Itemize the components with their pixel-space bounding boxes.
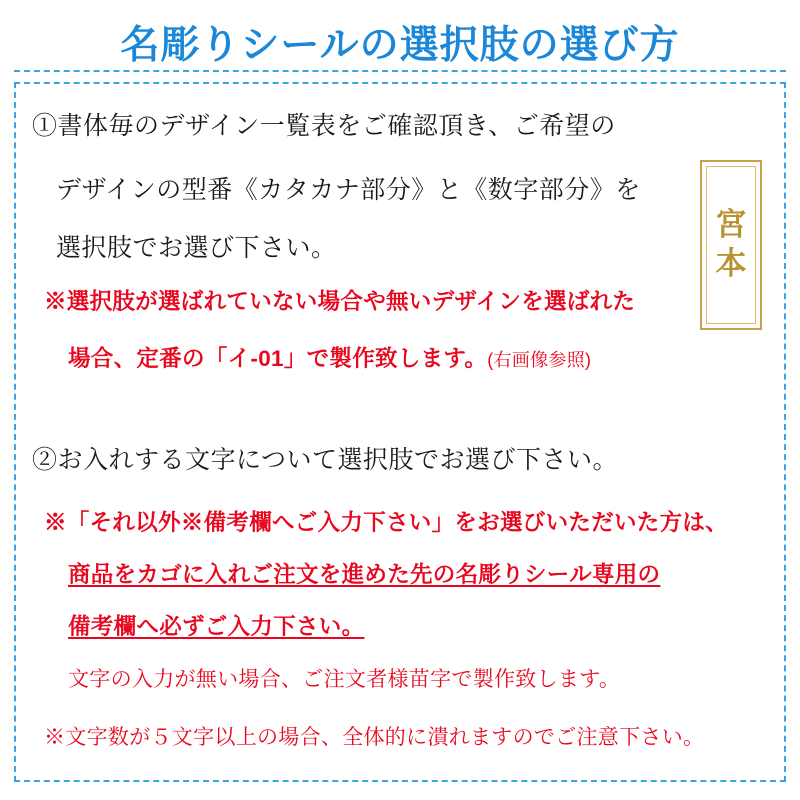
sample-stamp-inner xyxy=(706,166,756,324)
section2-note2: 商品をカゴに入れご注文を進めた先の名彫りシール専用の xyxy=(68,562,661,587)
section2-note1: ※「それ以外※備考欄へご入力下さい」をお選びいただいた方は、 xyxy=(44,510,729,535)
section2-line1: ②お入れする文字について選択肢でお選び下さい。 xyxy=(32,446,619,474)
section1-note2: 場合、定番の「イ-01」で製作致します。 xyxy=(68,346,488,371)
sample-stamp-char-1: 宮 xyxy=(715,207,747,244)
section1-note2-suffix: (右画像参照) xyxy=(487,350,592,370)
section2-note4: 文字の入力が無い場合、ご注文者様苗字で製作致します。 xyxy=(68,668,621,691)
title-divider xyxy=(14,70,786,72)
section2-note3: 備考欄へ必ずご入力下さい。 xyxy=(68,614,365,639)
section2-note5: ※文字数が５文字以上の場合、全体的に潰れますのでご注意下さい。 xyxy=(44,726,705,749)
section1-note2-row xyxy=(68,341,591,373)
sample-stamp xyxy=(700,160,762,330)
section1-line3: 選択肢でお選び下さい。 xyxy=(56,234,337,262)
section1-line1: ①書体毎のデザイン一覧表をご確認頂き、ご希望の xyxy=(32,112,616,140)
page-title: 名彫りシールの選択肢の選び方 xyxy=(120,24,680,67)
section1-note1: ※選択肢が選ばれていない場合や無いデザインを選ばれた xyxy=(44,289,636,314)
sample-stamp-char-2: 本 xyxy=(715,246,747,282)
section1-line2: デザインの型番《カタカナ部分》と《数字部分》を xyxy=(56,176,641,204)
